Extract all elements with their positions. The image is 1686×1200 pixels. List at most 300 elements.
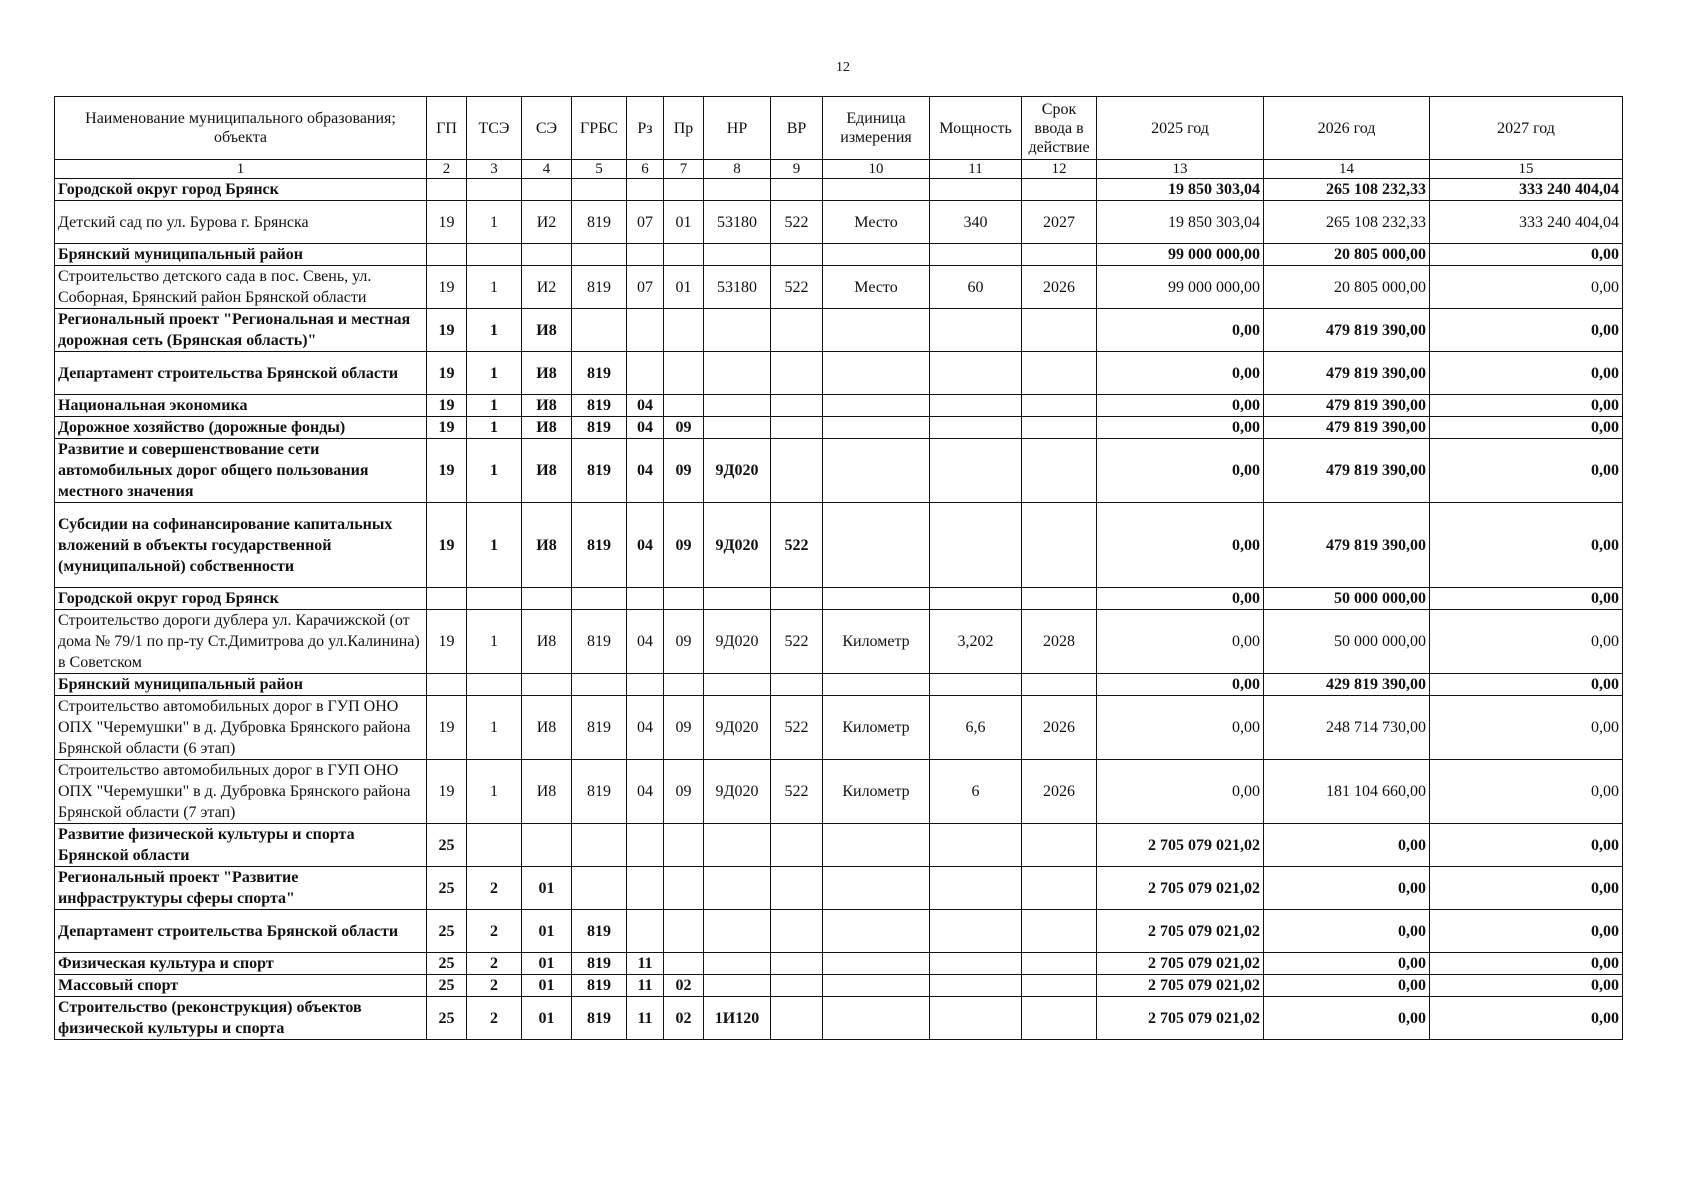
object-name-cell: Строительство дороги дублера ул. Карачижской (от дома № 79/1 по пр-ту Ст.Димитрова до ул.Калинина) в Советском [55,610,427,674]
capacity-cell [930,867,1022,910]
column-number: 11 [930,160,1022,179]
vr-cell [771,352,823,395]
capacity-cell [930,309,1022,352]
se-cell: 01 [522,953,572,975]
capacity-cell: 6,6 [930,696,1022,760]
rz-cell [627,824,664,867]
header-se: СЭ [522,97,572,160]
capacity-cell [930,244,1022,266]
gp-cell: 19 [427,201,467,244]
object-name-cell: Брянский муниципальный район [55,674,427,696]
tse-cell: 2 [467,910,522,953]
rz-cell: 11 [627,953,664,975]
commissioning-year-cell: 2026 [1022,696,1097,760]
nr-cell [704,953,771,975]
column-number: 13 [1097,160,1264,179]
commissioning-year-cell [1022,309,1097,352]
grbs-cell: 819 [572,760,627,824]
gp-cell: 25 [427,953,467,975]
se-cell: И2 [522,266,572,309]
commissioning-year-cell [1022,953,1097,975]
rz-cell [627,179,664,201]
grbs-cell: 819 [572,953,627,975]
column-number: 10 [823,160,930,179]
vr-cell [771,997,823,1040]
pr-cell [664,588,704,610]
object-name-cell: Департамент строительства Брянской области [55,910,427,953]
commissioning-year-cell [1022,244,1097,266]
capacity-cell [930,997,1022,1040]
header-tse: ТСЭ [467,97,522,160]
unit-cell: Место [823,201,930,244]
commissioning-year-cell [1022,824,1097,867]
amount-2025-cell: 0,00 [1097,588,1264,610]
amount-2025-cell: 2 705 079 021,02 [1097,953,1264,975]
nr-cell [704,975,771,997]
unit-cell [823,824,930,867]
gp-cell: 19 [427,266,467,309]
amount-2026-cell: 0,00 [1264,975,1430,997]
object-name-cell: Субсидии на софинансирование капитальных вложений в объекты государственной (муниципальной) собственности [55,503,427,588]
amount-2025-cell: 2 705 079 021,02 [1097,824,1264,867]
table-row [55,309,1623,352]
amount-2025-cell: 0,00 [1097,395,1264,417]
amount-2026-cell: 248 714 730,00 [1264,696,1430,760]
amount-2026-cell: 50 000 000,00 [1264,610,1430,674]
rz-cell: 04 [627,760,664,824]
vr-cell [771,674,823,696]
table-row [55,824,1623,867]
gp-cell: 19 [427,760,467,824]
unit-cell: Километр [823,610,930,674]
gp-cell [427,674,467,696]
rz-cell: 04 [627,503,664,588]
amount-2027-cell: 0,00 [1430,975,1623,997]
amount-2025-cell: 2 705 079 021,02 [1097,997,1264,1040]
column-number: 14 [1264,160,1430,179]
pr-cell: 01 [664,201,704,244]
pr-cell: 09 [664,417,704,439]
vr-cell [771,867,823,910]
table-row [55,867,1623,910]
gp-cell: 19 [427,352,467,395]
object-name-cell: Дорожное хозяйство (дорожные фонды) [55,417,427,439]
capacity-cell [930,439,1022,503]
pr-cell [664,867,704,910]
tse-cell: 1 [467,266,522,309]
grbs-cell [572,309,627,352]
capacity-cell [930,975,1022,997]
header-year-2025: 2025 год [1097,97,1264,160]
object-name-cell: Массовый спорт [55,975,427,997]
header-grbs: ГРБС [572,97,627,160]
rz-cell: 07 [627,266,664,309]
amount-2027-cell: 0,00 [1430,867,1623,910]
vr-cell [771,910,823,953]
vr-cell [771,179,823,201]
unit-cell [823,179,930,201]
rz-cell [627,674,664,696]
gp-cell: 19 [427,503,467,588]
nr-cell: 9Д020 [704,760,771,824]
vr-cell: 522 [771,503,823,588]
pr-cell: 01 [664,266,704,309]
grbs-cell: 819 [572,266,627,309]
amount-2027-cell: 0,00 [1430,696,1623,760]
capacity-cell [930,503,1022,588]
object-name-cell: Брянский муниципальный район [55,244,427,266]
unit-cell [823,997,930,1040]
nr-cell [704,417,771,439]
vr-cell [771,244,823,266]
nr-cell [704,910,771,953]
table-row [55,610,1623,674]
header-commissioning: Срок ввода в действие [1022,97,1097,160]
se-cell: И8 [522,352,572,395]
tse-cell [467,824,522,867]
gp-cell: 25 [427,975,467,997]
tse-cell [467,674,522,696]
header-capacity: Мощность [930,97,1022,160]
table-row [55,266,1623,309]
se-cell: 01 [522,997,572,1040]
object-name-cell: Развитие и совершенствование сети автомобильных дорог общего пользования местного значения [55,439,427,503]
rz-cell: 07 [627,201,664,244]
vr-cell [771,975,823,997]
se-cell: И2 [522,201,572,244]
amount-2027-cell: 333 240 404,04 [1430,201,1623,244]
tse-cell: 1 [467,696,522,760]
column-number: 1 [55,160,427,179]
rz-cell [627,910,664,953]
commissioning-year-cell: 2027 [1022,201,1097,244]
amount-2026-cell: 479 819 390,00 [1264,395,1430,417]
amount-2025-cell: 0,00 [1097,503,1264,588]
header-vr: ВР [771,97,823,160]
grbs-cell: 819 [572,503,627,588]
vr-cell: 522 [771,610,823,674]
object-name-cell: Развитие физической культуры и спорта Брянской области [55,824,427,867]
header-year-2026: 2026 год [1264,97,1430,160]
amount-2025-cell: 99 000 000,00 [1097,244,1264,266]
table-row [55,503,1623,588]
commissioning-year-cell [1022,417,1097,439]
amount-2025-cell: 0,00 [1097,696,1264,760]
amount-2026-cell: 0,00 [1264,997,1430,1040]
commissioning-year-cell [1022,975,1097,997]
amount-2027-cell: 0,00 [1430,439,1623,503]
grbs-cell [572,588,627,610]
column-number: 8 [704,160,771,179]
nr-cell: 9Д020 [704,610,771,674]
pr-cell: 09 [664,610,704,674]
capacity-cell [930,179,1022,201]
capacity-cell [930,674,1022,696]
table-row [55,201,1623,244]
object-name-cell: Строительство автомобильных дорог в ГУП ОНО ОПХ "Черемушки" в д. Дубровка Брянского района Брянской области (6 этап) [55,696,427,760]
se-cell [522,824,572,867]
grbs-cell: 819 [572,910,627,953]
pr-cell [664,824,704,867]
nr-cell: 53180 [704,201,771,244]
se-cell: И8 [522,760,572,824]
unit-cell [823,588,930,610]
amount-2026-cell: 429 819 390,00 [1264,674,1430,696]
grbs-cell [572,244,627,266]
se-cell: И8 [522,503,572,588]
rz-cell [627,867,664,910]
se-cell: 01 [522,975,572,997]
tse-cell: 1 [467,503,522,588]
rz-cell [627,244,664,266]
amount-2027-cell: 0,00 [1430,244,1623,266]
column-number: 15 [1430,160,1623,179]
unit-cell: Место [823,266,930,309]
grbs-cell [572,867,627,910]
column-number: 2 [427,160,467,179]
table-row [55,997,1623,1040]
tse-cell [467,588,522,610]
tse-cell: 1 [467,760,522,824]
grbs-cell: 819 [572,610,627,674]
vr-cell [771,953,823,975]
header-name: Наименование муниципального образования; объекта [55,97,427,160]
amount-2026-cell: 479 819 390,00 [1264,352,1430,395]
rz-cell: 04 [627,696,664,760]
unit-cell [823,503,930,588]
amount-2025-cell: 19 850 303,04 [1097,201,1264,244]
capacity-cell [930,953,1022,975]
tse-cell: 1 [467,417,522,439]
nr-cell [704,395,771,417]
pr-cell: 09 [664,439,704,503]
amount-2026-cell: 479 819 390,00 [1264,503,1430,588]
amount-2025-cell: 2 705 079 021,02 [1097,975,1264,997]
amount-2027-cell: 0,00 [1430,910,1623,953]
tse-cell: 1 [467,309,522,352]
page-number: 12 [836,60,850,75]
pr-cell: 02 [664,997,704,1040]
table-row [55,760,1623,824]
budget-table [54,96,1623,1040]
nr-cell [704,309,771,352]
commissioning-year-cell [1022,352,1097,395]
capacity-cell: 60 [930,266,1022,309]
grbs-cell: 819 [572,997,627,1040]
capacity-cell [930,588,1022,610]
unit-cell [823,674,930,696]
amount-2027-cell: 0,00 [1430,395,1623,417]
commissioning-year-cell [1022,674,1097,696]
gp-cell: 25 [427,997,467,1040]
amount-2025-cell: 0,00 [1097,352,1264,395]
object-name-cell: Региональный проект "Региональная и местная дорожная сеть (Брянская область)" [55,309,427,352]
table-row [55,953,1623,975]
rz-cell: 11 [627,975,664,997]
capacity-cell: 340 [930,201,1022,244]
table-header-row [55,97,1623,160]
pr-cell [664,352,704,395]
amount-2026-cell: 20 805 000,00 [1264,244,1430,266]
amount-2027-cell: 0,00 [1430,674,1623,696]
gp-cell: 19 [427,610,467,674]
table-row [55,244,1623,266]
grbs-cell: 819 [572,352,627,395]
pr-cell [664,244,704,266]
nr-cell [704,352,771,395]
vr-cell [771,309,823,352]
amount-2026-cell: 265 108 232,33 [1264,201,1430,244]
tse-cell [467,179,522,201]
vr-cell: 522 [771,266,823,309]
table-row [55,975,1623,997]
capacity-cell [930,824,1022,867]
amount-2026-cell: 0,00 [1264,824,1430,867]
tse-cell: 2 [467,975,522,997]
object-name-cell: Детский сад по ул. Бурова г. Брянска [55,201,427,244]
vr-cell [771,588,823,610]
unit-cell [823,417,930,439]
commissioning-year-cell [1022,439,1097,503]
tse-cell [467,244,522,266]
amount-2027-cell: 0,00 [1430,309,1623,352]
commissioning-year-cell [1022,179,1097,201]
column-number: 3 [467,160,522,179]
pr-cell [664,674,704,696]
capacity-cell [930,352,1022,395]
tse-cell: 2 [467,867,522,910]
header-gp: ГП [427,97,467,160]
rz-cell [627,352,664,395]
amount-2027-cell: 0,00 [1430,266,1623,309]
capacity-cell: 3,202 [930,610,1022,674]
rz-cell: 04 [627,610,664,674]
rz-cell: 04 [627,395,664,417]
amount-2025-cell: 0,00 [1097,760,1264,824]
tse-cell: 1 [467,610,522,674]
table-row [55,395,1623,417]
se-cell [522,674,572,696]
amount-2026-cell: 0,00 [1264,910,1430,953]
se-cell [522,179,572,201]
pr-cell [664,395,704,417]
amount-2027-cell: 0,00 [1430,953,1623,975]
table-row [55,674,1623,696]
amount-2027-cell: 0,00 [1430,997,1623,1040]
gp-cell: 19 [427,696,467,760]
commissioning-year-cell [1022,910,1097,953]
gp-cell: 19 [427,439,467,503]
vr-cell: 522 [771,760,823,824]
unit-cell [823,975,930,997]
rz-cell: 04 [627,439,664,503]
rz-cell: 04 [627,417,664,439]
tse-cell: 1 [467,395,522,417]
gp-cell [427,244,467,266]
object-name-cell: Строительство детского сада в пос. Свень, ул. Соборная, Брянский район Брянской области [55,266,427,309]
pr-cell: 09 [664,760,704,824]
grbs-cell: 819 [572,395,627,417]
nr-cell: 9Д020 [704,503,771,588]
object-name-cell: Региональный проект "Развитие инфраструктуры сферы спорта" [55,867,427,910]
vr-cell: 522 [771,696,823,760]
vr-cell [771,395,823,417]
amount-2026-cell: 265 108 232,33 [1264,179,1430,201]
column-number: 9 [771,160,823,179]
table-row [55,417,1623,439]
nr-cell [704,244,771,266]
pr-cell [664,910,704,953]
amount-2026-cell: 181 104 660,00 [1264,760,1430,824]
se-cell: И8 [522,696,572,760]
unit-cell [823,352,930,395]
grbs-cell: 819 [572,201,627,244]
amount-2027-cell: 0,00 [1430,352,1623,395]
pr-cell [664,309,704,352]
commissioning-year-cell [1022,997,1097,1040]
se-cell: 01 [522,867,572,910]
rz-cell: 11 [627,997,664,1040]
pr-cell [664,179,704,201]
unit-cell [823,244,930,266]
nr-cell: 9Д020 [704,439,771,503]
amount-2026-cell: 479 819 390,00 [1264,417,1430,439]
unit-cell [823,953,930,975]
amount-2026-cell: 479 819 390,00 [1264,439,1430,503]
amount-2027-cell: 0,00 [1430,610,1623,674]
object-name-cell: Городской округ город Брянск [55,588,427,610]
unit-cell [823,395,930,417]
table-row [55,696,1623,760]
grbs-cell [572,674,627,696]
column-number: 4 [522,160,572,179]
grbs-cell: 819 [572,696,627,760]
unit-cell [823,910,930,953]
nr-cell [704,824,771,867]
column-number: 7 [664,160,704,179]
grbs-cell: 819 [572,417,627,439]
nr-cell: 9Д020 [704,696,771,760]
grbs-cell: 819 [572,439,627,503]
nr-cell [704,867,771,910]
se-cell: И8 [522,309,572,352]
tse-cell: 2 [467,997,522,1040]
object-name-cell: Городской округ город Брянск [55,179,427,201]
header-unit: Единица измерения [823,97,930,160]
tse-cell: 2 [467,953,522,975]
amount-2025-cell: 19 850 303,04 [1097,179,1264,201]
se-cell [522,588,572,610]
amount-2025-cell: 0,00 [1097,674,1264,696]
amount-2026-cell: 0,00 [1264,953,1430,975]
amount-2025-cell: 0,00 [1097,309,1264,352]
rz-cell [627,588,664,610]
grbs-cell [572,179,627,201]
header-year-2027: 2027 год [1430,97,1623,160]
commissioning-year-cell: 2026 [1022,760,1097,824]
object-name-cell: Физическая культура и спорт [55,953,427,975]
capacity-cell [930,395,1022,417]
amount-2025-cell: 0,00 [1097,417,1264,439]
column-number: 6 [627,160,664,179]
nr-cell [704,674,771,696]
capacity-cell: 6 [930,760,1022,824]
column-number: 5 [572,160,627,179]
header-nr: НР [704,97,771,160]
rz-cell [627,309,664,352]
se-cell [522,244,572,266]
column-number: 12 [1022,160,1097,179]
